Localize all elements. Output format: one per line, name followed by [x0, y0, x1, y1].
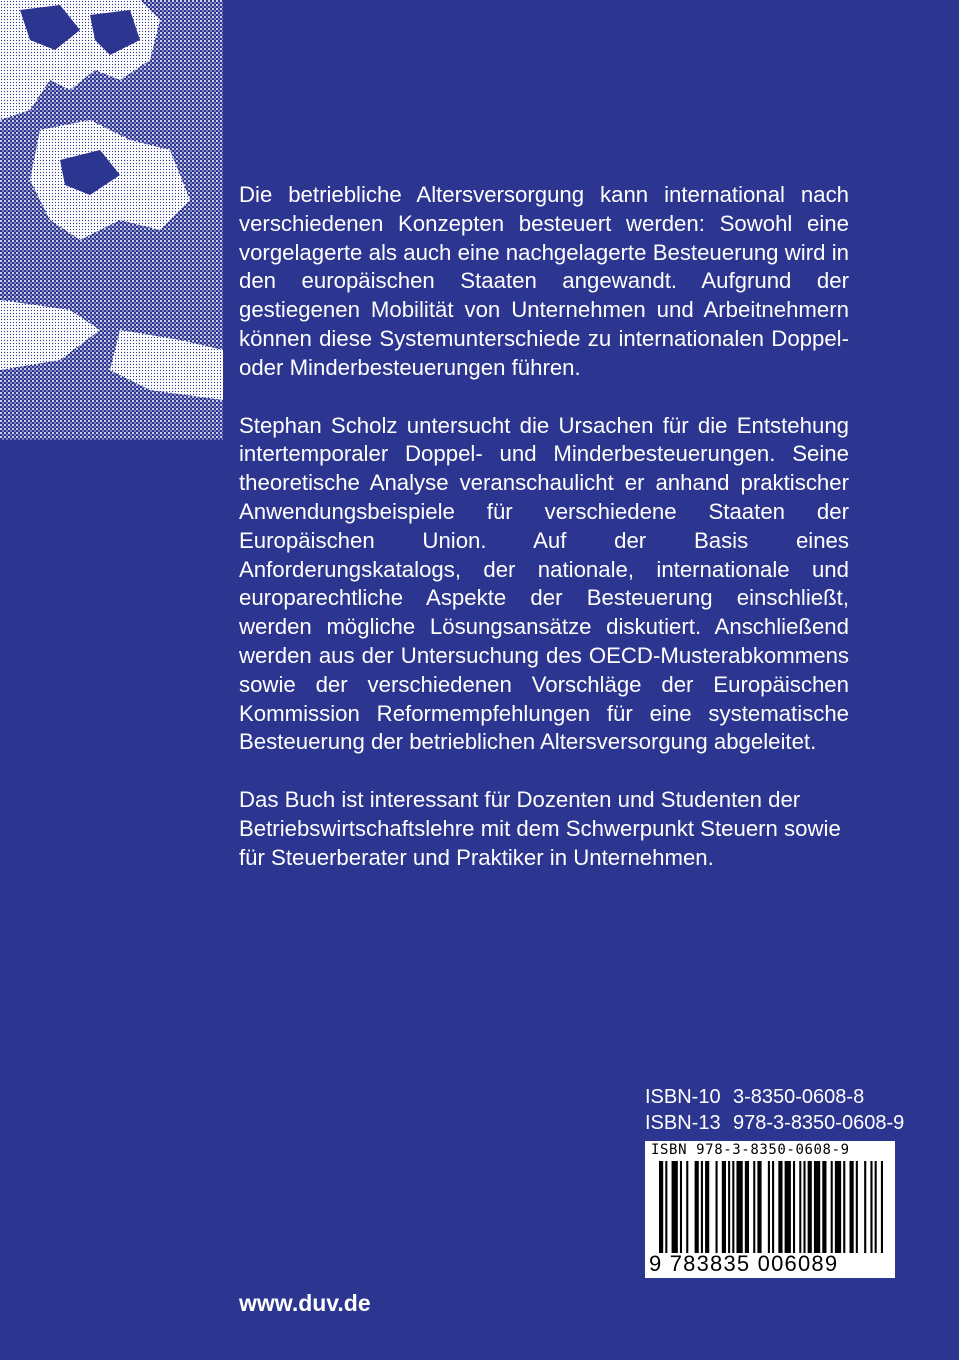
- barcode-bar: [732, 1161, 734, 1253]
- europe-map-image: [0, 0, 223, 440]
- isbn10-label: ISBN-10: [645, 1086, 721, 1108]
- isbn13-label: ISBN-13: [645, 1112, 721, 1134]
- barcode-bar: [822, 1161, 826, 1253]
- blurb-paragraph: Stephan Scholz untersucht die Ursachen für die Entstehung intertemporaler Doppel- und Minderbesteuerungen. Seine theoretische Analyse veranschaulicht er anhand praktischer Anwendungsbeispiele für verschiedene Staaten der Europäischen Union. Auf der Basis eines Anforderungskatalogs, der nationale, internationale und europarechtliche Aspekte der Besteuerung einschließt, werden mögliche Lösungsansätze diskutiert. Anschließend werden aus der Untersuchung des OECD-Musterabkommens sowie der verschiedenen Vorschläge der Europäischen Kommission Reformempfehlungen für eine systematische Besteuerung der betrieblichen Altersversorgung abgeleitet.: [239, 412, 849, 755]
- blurb-text: [239, 181, 849, 902]
- barcode-bar: [745, 1161, 749, 1253]
- barcode-bar: [875, 1161, 877, 1253]
- barcode-bar: [680, 1161, 682, 1253]
- isbn-info: [645, 1084, 905, 1136]
- barcode-bar: [843, 1161, 845, 1253]
- barcode-bar: [799, 1161, 801, 1253]
- barcode-bar: [665, 1161, 667, 1253]
- barcode-bars: [659, 1161, 883, 1253]
- barcode-bar: [778, 1161, 782, 1253]
- barcode-bar: [831, 1161, 833, 1253]
- barcode-bar: [785, 1161, 791, 1253]
- barcode-bar: [793, 1161, 795, 1253]
- barcode-bar: [686, 1161, 688, 1253]
- blurb-paragraph: Die betriebliche Altersversorgung kann international nach verschiedenen Konzepten besteuert werden: Sowohl eine vorgelagerte als auch eine nachgelagerte Besteuerung wird in den europäischen Staaten angewandt. Aufgrund der gestiegenen Mobilität von Unternehmen und Arbeitnehmern können diese Systemunterschiede zu internationalen Doppel- oder Minderbesteuerungen führen.: [239, 182, 849, 380]
- barcode-bar: [705, 1161, 709, 1253]
- barcode-bar: [772, 1161, 774, 1253]
- isbn10-value: 3-8350-0608-8: [733, 1086, 865, 1108]
- blurb-paragraph: Das Buch ist interessant für Dozenten und Studenten der Betriebswirtschaftslehre mit dem Schwerpunkt Steuern sowie für Steuerberater und Praktiker in Unternehmen.: [239, 787, 841, 870]
- barcode-bar: [870, 1161, 872, 1253]
- barcode-bar: [768, 1161, 770, 1253]
- barcode-bar: [864, 1161, 866, 1253]
- publisher-website: www.duv.de: [239, 1290, 371, 1316]
- barcode-top-text: ISBN 978-3-8350-0608-9: [651, 1142, 850, 1158]
- barcode-bar: [722, 1161, 726, 1253]
- barcode-bar: [672, 1161, 678, 1253]
- barcode-bar: [856, 1161, 858, 1253]
- barcode-bar: [728, 1161, 730, 1253]
- barcode-bar: [814, 1161, 820, 1253]
- barcode-bar: [835, 1161, 841, 1253]
- barcode-bar: [850, 1161, 854, 1253]
- barcode-bar: [757, 1161, 761, 1253]
- barcode-bar: [803, 1161, 805, 1253]
- isbn13-value: 978-3-8350-0608-9: [733, 1112, 905, 1134]
- isbn-barcode: [645, 1141, 895, 1278]
- barcode-bar: [808, 1161, 812, 1253]
- barcode-bar: [701, 1161, 703, 1253]
- barcode-bar: [736, 1161, 742, 1253]
- barcode-bar: [753, 1161, 755, 1253]
- barcode-bar: [716, 1161, 718, 1253]
- barcode-bar: [659, 1161, 663, 1253]
- barcode-digits: 9 783835 006089: [649, 1251, 839, 1276]
- barcode-bar: [695, 1161, 699, 1253]
- barcode-bar: [881, 1161, 883, 1253]
